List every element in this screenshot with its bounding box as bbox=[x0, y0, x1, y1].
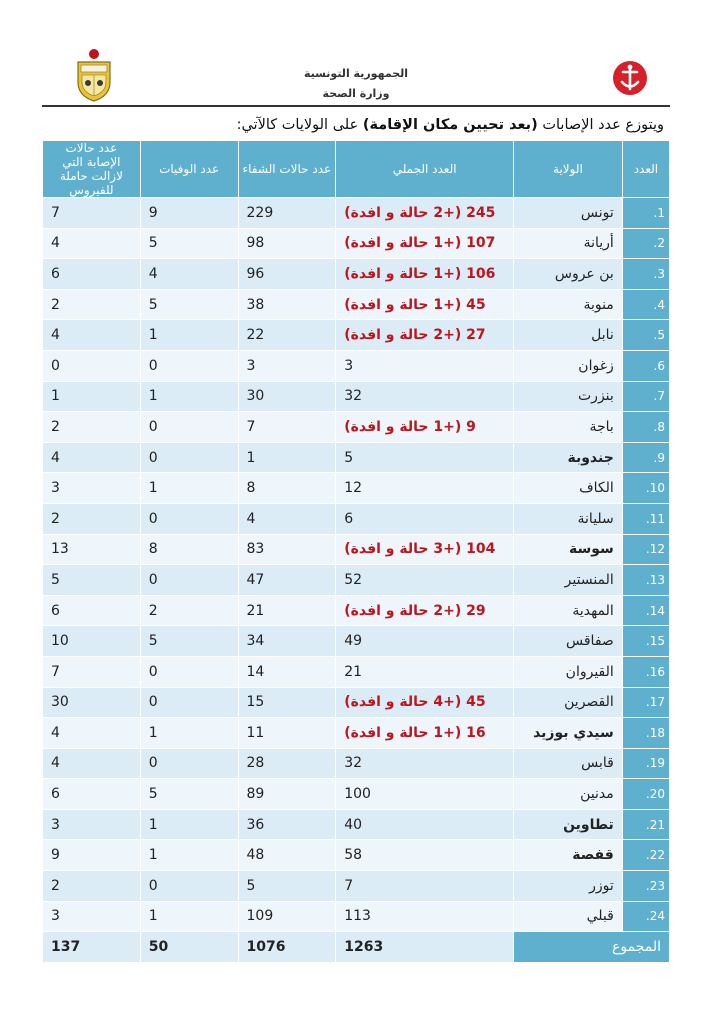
total-cases-cell: 100 bbox=[336, 779, 514, 810]
row-number: 9. bbox=[622, 442, 669, 473]
governorate-cell: سيدي بوزيد bbox=[514, 718, 623, 749]
row-number: 11. bbox=[622, 503, 669, 534]
total-cases-cell: 6 bbox=[336, 503, 514, 534]
row-number: 7. bbox=[622, 381, 669, 412]
recovered-cell: 22 bbox=[238, 320, 336, 351]
total-cases-cell: 113 bbox=[336, 901, 514, 932]
recovered-cell: 34 bbox=[238, 626, 336, 657]
row-number: 3. bbox=[622, 259, 669, 290]
active-cases-cell: 4 bbox=[43, 228, 141, 259]
header-divider bbox=[42, 105, 670, 107]
total-cases-cell: 27 (+2 حالة و افدة) bbox=[336, 320, 514, 351]
intro-prefix: ويتوزع عدد الإصابات bbox=[537, 117, 664, 133]
recovered-cell: 8 bbox=[238, 473, 336, 504]
row-number: 13. bbox=[622, 565, 669, 596]
row-number: 19. bbox=[622, 748, 669, 779]
col-total: العدد الجملي bbox=[336, 141, 514, 198]
governorate-cell: بن عروس bbox=[514, 259, 623, 290]
col-governorate: الولاية bbox=[514, 141, 623, 198]
totals-total: 1263 bbox=[336, 932, 514, 963]
total-cases-cell: 58 bbox=[336, 840, 514, 871]
table-row bbox=[43, 259, 670, 290]
row-number: 2. bbox=[622, 228, 669, 259]
active-cases-cell: 1 bbox=[43, 381, 141, 412]
governorate-cell: القيروان bbox=[514, 656, 623, 687]
active-cases-cell: 6 bbox=[43, 259, 141, 290]
governorate-cell: صفاقس bbox=[514, 626, 623, 657]
recovered-cell: 3 bbox=[238, 350, 336, 381]
row-number: 5. bbox=[622, 320, 669, 351]
governorate-cell: باجة bbox=[514, 412, 623, 443]
table-row bbox=[43, 840, 670, 871]
table-row bbox=[43, 350, 670, 381]
total-cases-cell: 107 (+1 حالة و افدة) bbox=[336, 228, 514, 259]
table-row bbox=[43, 503, 670, 534]
total-cases-cell: 7 bbox=[336, 871, 514, 902]
table-row bbox=[43, 626, 670, 657]
recovered-cell: 15 bbox=[238, 687, 336, 718]
active-cases-cell: 3 bbox=[43, 809, 141, 840]
active-cases-cell: 7 bbox=[43, 198, 141, 229]
governorate-cell: المنستير bbox=[514, 565, 623, 596]
total-cases-cell: 9 (+1 حالة و افدة) bbox=[336, 412, 514, 443]
recovered-cell: 98 bbox=[238, 228, 336, 259]
active-cases-cell: 9 bbox=[43, 840, 141, 871]
deaths-cell: 4 bbox=[140, 259, 238, 290]
col-recovered: عدد حالات الشفاء bbox=[238, 141, 336, 198]
row-number: 20. bbox=[622, 779, 669, 810]
row-number: 23. bbox=[622, 871, 669, 902]
deaths-cell: 0 bbox=[140, 412, 238, 443]
total-cases-cell: 40 bbox=[336, 809, 514, 840]
total-cases-cell: 32 bbox=[336, 748, 514, 779]
active-cases-cell: 5 bbox=[43, 565, 141, 596]
table-row bbox=[43, 198, 670, 229]
governorate-cell: توزر bbox=[514, 871, 623, 902]
total-cases-cell: 52 bbox=[336, 565, 514, 596]
deaths-cell: 9 bbox=[140, 198, 238, 229]
deaths-cell: 0 bbox=[140, 503, 238, 534]
table-row bbox=[43, 901, 670, 932]
table-row bbox=[43, 687, 670, 718]
total-cases-cell: 45 (+4 حالة و افدة) bbox=[336, 687, 514, 718]
deaths-cell: 1 bbox=[140, 473, 238, 504]
table-row bbox=[43, 565, 670, 596]
active-cases-cell: 6 bbox=[43, 779, 141, 810]
table-row bbox=[43, 320, 670, 351]
governorate-cell: تطاوين bbox=[514, 809, 623, 840]
table-row bbox=[43, 289, 670, 320]
cases-by-governorate-table bbox=[42, 140, 670, 963]
recovered-cell: 83 bbox=[238, 534, 336, 565]
table-row bbox=[43, 442, 670, 473]
republic-name: الجمهورية التونسية bbox=[303, 67, 409, 80]
governorate-cell: سليانة bbox=[514, 503, 623, 534]
active-cases-cell: 2 bbox=[43, 503, 141, 534]
table-header-row bbox=[43, 141, 670, 198]
active-cases-cell: 10 bbox=[43, 626, 141, 657]
governorate-cell: أريانة bbox=[514, 228, 623, 259]
recovered-cell: 89 bbox=[238, 779, 336, 810]
governorate-cell: مدنين bbox=[514, 779, 623, 810]
recovered-cell: 14 bbox=[238, 656, 336, 687]
deaths-cell: 1 bbox=[140, 381, 238, 412]
active-cases-cell: 4 bbox=[43, 320, 141, 351]
recovered-cell: 109 bbox=[238, 901, 336, 932]
active-cases-cell: 2 bbox=[43, 871, 141, 902]
totals-recovered: 1076 bbox=[238, 932, 336, 963]
total-cases-cell: 49 bbox=[336, 626, 514, 657]
total-cases-cell: 21 bbox=[336, 656, 514, 687]
totals-row bbox=[43, 932, 670, 963]
governorate-cell: بنزرت bbox=[514, 381, 623, 412]
intro-suffix: على الولايات كالآتي: bbox=[236, 117, 363, 133]
governorate-cell: قبلي bbox=[514, 901, 623, 932]
row-number: 14. bbox=[622, 595, 669, 626]
total-cases-cell: 45 (+1 حالة و افدة) bbox=[336, 289, 514, 320]
total-cases-cell: 104 (+3 حالة و افدة) bbox=[336, 534, 514, 565]
row-number: 8. bbox=[622, 412, 669, 443]
table-row bbox=[43, 656, 670, 687]
deaths-cell: 1 bbox=[140, 901, 238, 932]
deaths-cell: 0 bbox=[140, 656, 238, 687]
col-active: عدد حالات الإصابة التي لازالت حاملة للفيروس bbox=[43, 141, 141, 198]
total-cases-cell: 12 bbox=[336, 473, 514, 504]
total-cases-cell: 29 (+2 حالة و افدة) bbox=[336, 595, 514, 626]
deaths-cell: 1 bbox=[140, 718, 238, 749]
recovered-cell: 5 bbox=[238, 871, 336, 902]
governorate-cell: الكاف bbox=[514, 473, 623, 504]
deaths-cell: 1 bbox=[140, 809, 238, 840]
row-number: 10. bbox=[622, 473, 669, 504]
table-row bbox=[43, 779, 670, 810]
governorate-cell: نابل bbox=[514, 320, 623, 351]
deaths-cell: 1 bbox=[140, 320, 238, 351]
active-cases-cell: 2 bbox=[43, 412, 141, 443]
recovered-cell: 21 bbox=[238, 595, 336, 626]
active-cases-cell: 3 bbox=[43, 473, 141, 504]
total-cases-cell: 3 bbox=[336, 350, 514, 381]
recovered-cell: 48 bbox=[238, 840, 336, 871]
document-header bbox=[42, 40, 670, 106]
ministry-title bbox=[42, 64, 670, 104]
active-cases-cell: 4 bbox=[43, 442, 141, 473]
active-cases-cell: 7 bbox=[43, 656, 141, 687]
intro-sentence bbox=[42, 113, 664, 137]
governorate-cell: قابس bbox=[514, 748, 623, 779]
ministry-name: وزارة الصحة bbox=[322, 87, 390, 100]
recovered-cell: 38 bbox=[238, 289, 336, 320]
governorate-cell: تونس bbox=[514, 198, 623, 229]
recovered-cell: 47 bbox=[238, 565, 336, 596]
ministry-health-logo-icon bbox=[612, 60, 648, 96]
recovered-cell: 96 bbox=[238, 259, 336, 290]
deaths-cell: 5 bbox=[140, 779, 238, 810]
row-number: 16. bbox=[622, 656, 669, 687]
deaths-cell: 0 bbox=[140, 442, 238, 473]
deaths-cell: 0 bbox=[140, 748, 238, 779]
table-row bbox=[43, 871, 670, 902]
deaths-cell: 0 bbox=[140, 565, 238, 596]
governorate-cell: المهدية bbox=[514, 595, 623, 626]
governorate-cell: زغوان bbox=[514, 350, 623, 381]
col-num: العدد bbox=[622, 141, 669, 198]
table-row bbox=[43, 473, 670, 504]
active-cases-cell: 30 bbox=[43, 687, 141, 718]
recovered-cell: 30 bbox=[238, 381, 336, 412]
governorate-cell: منوبة bbox=[514, 289, 623, 320]
deaths-cell: 1 bbox=[140, 840, 238, 871]
recovered-cell: 1 bbox=[238, 442, 336, 473]
recovered-cell: 229 bbox=[238, 198, 336, 229]
total-cases-cell: 106 (+1 حالة و افدة) bbox=[336, 259, 514, 290]
row-number: 18. bbox=[622, 718, 669, 749]
recovered-cell: 7 bbox=[238, 412, 336, 443]
active-cases-cell: 4 bbox=[43, 718, 141, 749]
table-body bbox=[43, 198, 670, 932]
active-cases-cell: 0 bbox=[43, 350, 141, 381]
recovered-cell: 11 bbox=[238, 718, 336, 749]
table-row bbox=[43, 534, 670, 565]
row-number: 15. bbox=[622, 626, 669, 657]
deaths-cell: 0 bbox=[140, 687, 238, 718]
row-number: 22. bbox=[622, 840, 669, 871]
row-number: 21. bbox=[622, 809, 669, 840]
table-row bbox=[43, 595, 670, 626]
totals-label: المجموع bbox=[514, 932, 670, 963]
active-cases-cell: 4 bbox=[43, 748, 141, 779]
totals-deaths: 50 bbox=[140, 932, 238, 963]
governorate-cell: قفصة bbox=[514, 840, 623, 871]
governorate-cell: جندوبة bbox=[514, 442, 623, 473]
recovered-cell: 4 bbox=[238, 503, 336, 534]
deaths-cell: 2 bbox=[140, 595, 238, 626]
deaths-cell: 5 bbox=[140, 289, 238, 320]
deaths-cell: 8 bbox=[140, 534, 238, 565]
intro-bold: (بعد تحيين مكان الإقامة) bbox=[362, 117, 538, 133]
governorate-cell: سوسة bbox=[514, 534, 623, 565]
active-cases-cell: 13 bbox=[43, 534, 141, 565]
table-row bbox=[43, 718, 670, 749]
deaths-cell: 5 bbox=[140, 626, 238, 657]
total-cases-cell: 245 (+2 حالة و افدة) bbox=[336, 198, 514, 229]
deaths-cell: 5 bbox=[140, 228, 238, 259]
table-row bbox=[43, 412, 670, 443]
active-cases-cell: 2 bbox=[43, 289, 141, 320]
row-number: 6. bbox=[622, 350, 669, 381]
totals-active: 137 bbox=[43, 932, 141, 963]
row-number: 1. bbox=[622, 198, 669, 229]
deaths-cell: 0 bbox=[140, 871, 238, 902]
row-number: 12. bbox=[622, 534, 669, 565]
active-cases-cell: 6 bbox=[43, 595, 141, 626]
row-number: 17. bbox=[622, 687, 669, 718]
row-number: 4. bbox=[622, 289, 669, 320]
table-row bbox=[43, 748, 670, 779]
table-row bbox=[43, 809, 670, 840]
row-number: 24. bbox=[622, 901, 669, 932]
recovered-cell: 28 bbox=[238, 748, 336, 779]
governorate-cell: القصرين bbox=[514, 687, 623, 718]
active-cases-cell: 3 bbox=[43, 901, 141, 932]
total-cases-cell: 16 (+1 حالة و افدة) bbox=[336, 718, 514, 749]
col-deaths: عدد الوفيات bbox=[140, 141, 238, 198]
total-cases-cell: 32 bbox=[336, 381, 514, 412]
table-row bbox=[43, 228, 670, 259]
deaths-cell: 0 bbox=[140, 350, 238, 381]
table-row bbox=[43, 381, 670, 412]
total-cases-cell: 5 bbox=[336, 442, 514, 473]
recovered-cell: 36 bbox=[238, 809, 336, 840]
